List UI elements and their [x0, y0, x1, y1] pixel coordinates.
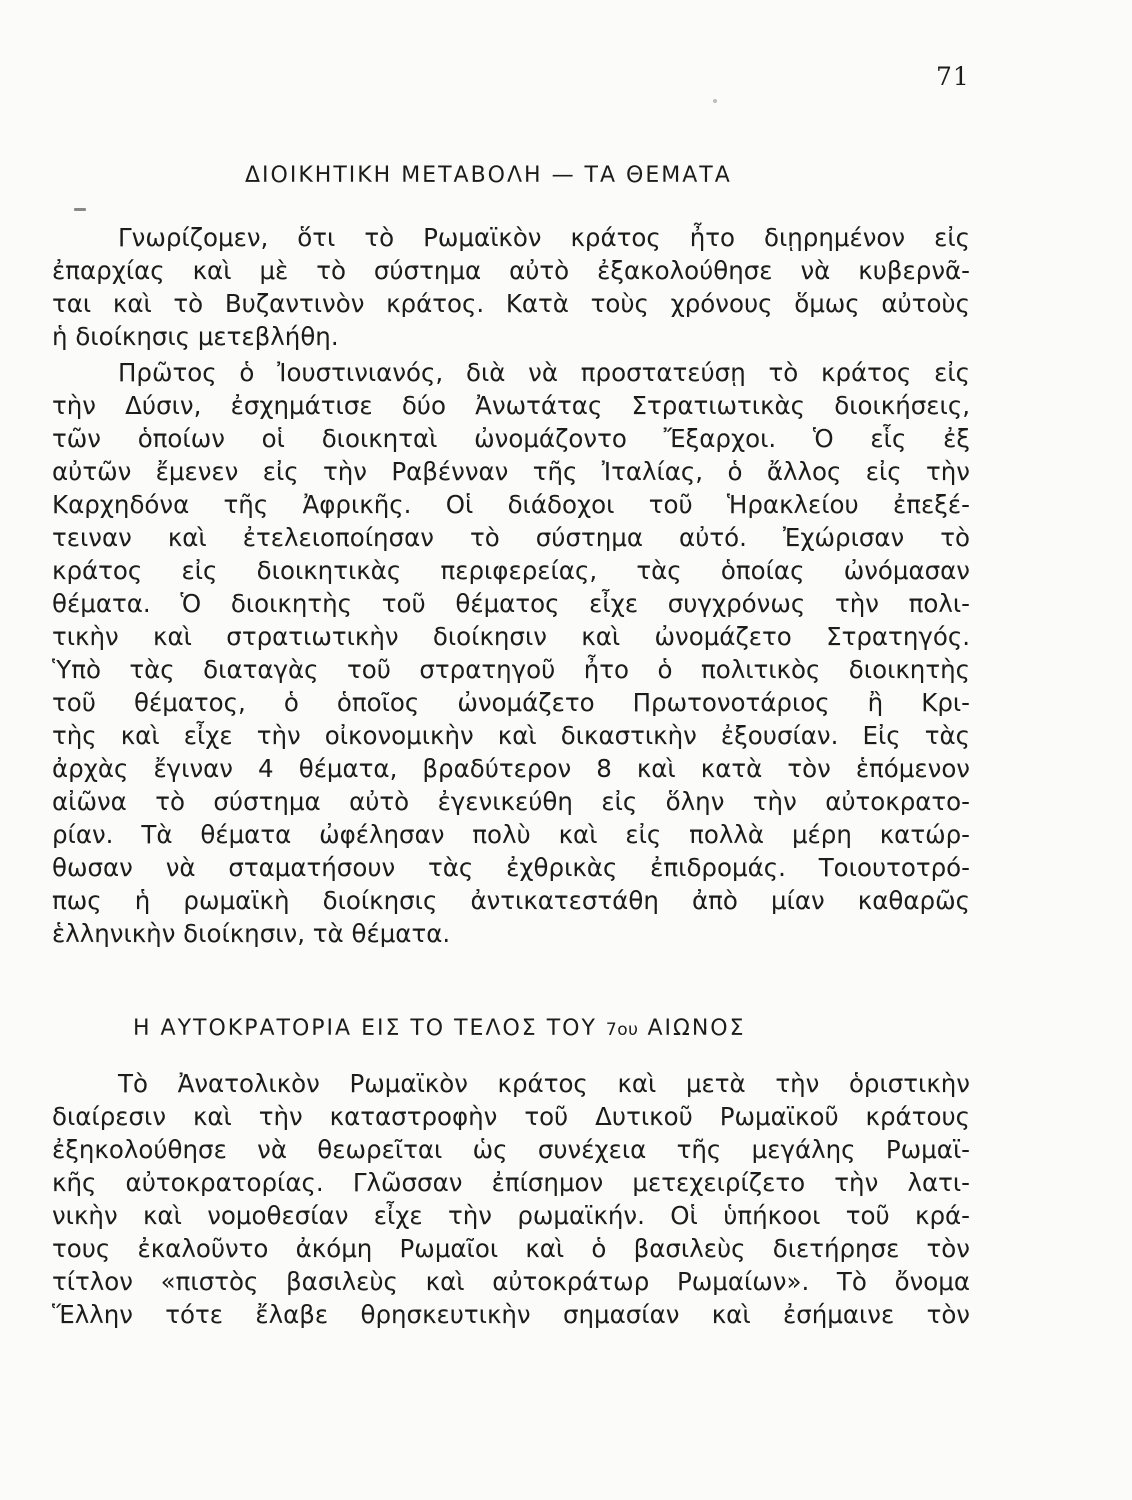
text-line: ἑλληνικὴν διοίκησιν, τὰ θέματα. [52, 919, 451, 948]
text-line: διαίρεσιν καὶ τὴν καταστροφὴν τοῦ Δυτικοῦ Ρωμαϊκοῦ κράτους [52, 1102, 970, 1131]
text-line: τὴν Δύσιν, ἐσχημάτισε δύο Ἀνωτάτας Στρατιωτικὰς διοικήσεις, [52, 391, 970, 420]
text-line: θέματα. Ὁ διοικητὴς τοῦ θέματος εἶχε συγχρόνως τὴν πολι- [52, 589, 970, 618]
text-line: αὐτῶν ἔμενεν εἰς τὴν Ραβένναν τῆς Ἰταλίας, ὁ ἄλλος εἰς τὴν [52, 457, 970, 486]
section-title-end: ΑΙΩΝΟΣ [647, 1016, 746, 1041]
text-line: τοῦ θέματος, ὁ ὁποῖος ὠνομάζετο Πρωτονοτάριος ἢ Κρι- [52, 688, 970, 717]
text-line: Ὑπὸ τὰς διαταγὰς τοῦ στρατηγοῦ ἦτο ὁ πολιτικὸς διοικητὴς [52, 655, 970, 684]
text-line: Γνωρίζομεν, ὅτι τὸ Ρωμαϊκὸν κράτος ἦτο διῃρημένον εἰς [118, 223, 970, 252]
text-line: νικὴν καὶ νομοθεσίαν εἶχε τὴν ρωμαϊκήν. Οἱ ὑπήκοοι τοῦ κρά- [52, 1201, 970, 1230]
text-line: ται καὶ τὸ Βυζαντινὸν κράτος. Κατὰ τοὺς χρόνους ὅμως αὐτοὺς [52, 289, 970, 318]
text-line: τῶν ὁποίων οἱ διοικηταὶ ὠνομάζοντο Ἔξαρχοι. Ὁ εἷς ἐξ [52, 424, 970, 453]
text-line: ἐπαρχίας καὶ μὲ τὸ σύστημα αὐτὸ ἐξακολούθησε νὰ κυβερνᾶ- [52, 256, 970, 285]
text-line: Πρῶτος ὁ Ἰουστινιανός, διὰ νὰ προστατεύσῃ τὸ κράτος εἰς [118, 358, 970, 387]
text-line: τίτλον «πιστὸς βασιλεὺς καὶ αὐτοκράτωρ Ρωμαίων». Τὸ ὄνομα [52, 1267, 970, 1296]
section-title-text: Η ΑΥΤΟΚΡΑΤΟΡΙΑ ΕΙΣ ΤΟ ΤΕΛΟΣ ΤΟΥ [133, 1016, 597, 1041]
section-title-empire-7th-century [0, 1016, 1132, 1041]
text-line: κῆς αὐτοκρατορίας. Γλῶσσαν ἐπίσημον μετεχειρίζετο τὴν λατι- [52, 1168, 970, 1197]
text-line: Καρχηδόνα τῆς Ἀφρικῆς. Οἱ διάδοχοι τοῦ Ἡρακλείου ἐπεξέ- [52, 490, 970, 519]
section-title-administrative-change: ΔΙΟΙΚΗΤΙΚΗ ΜΕΤΑΒΟΛΗ — ΤΑ ΘΕΜΑΤΑ [245, 163, 732, 188]
text-line: τικὴν καὶ στρατιωτικὴν διοίκησιν καὶ ὠνομάζετο Στρατηγός. [52, 622, 970, 651]
text-line: ἀρχὰς ἔγιναν 4 θέματα, βραδύτερον 8 καὶ κατὰ τὸν ἑπόμενον [52, 754, 970, 783]
text-line: Τὸ Ἀνατολικὸν Ρωμαϊκὸν κράτος καὶ μετὰ τὴν ὁριστικὴν [118, 1069, 970, 1098]
text-line: πως ἡ ρωμαϊκὴ διοίκησις ἀντικατεστάθη ἀπὸ μίαν καθαρῶς [52, 886, 970, 915]
text-line: ἡ διοίκησις μετεβλήθη. [52, 322, 339, 351]
text-line: ἐξηκολούθησε νὰ θεωρεῖται ὡς συνέχεια τῆς μεγάλης Ρωμαϊ- [52, 1135, 970, 1164]
text-line: τὴς καὶ εἶχε τὴν οἰκονομικὴν καὶ δικαστικὴν ἐξουσίαν. Εἰς τὰς [52, 721, 970, 750]
text-line: Ἕλλην τότε ἔλαβε θρησκευτικὴν σημασίαν καὶ ἐσήμαινε τὸν [52, 1300, 970, 1329]
print-speck [713, 99, 717, 103]
text-line: θωσαν νὰ σταματήσουν τὰς ἐχθρικὰς ἐπιδρομάς. Τοιουτοτρό- [52, 853, 970, 882]
page-number: 71 [936, 62, 970, 91]
text-line: αἰῶνα τὸ σύστημα αὐτὸ ἐγενικεύθη εἰς ὅλην τὴν αὐτοκρατο- [52, 787, 970, 816]
text-line: τους ἐκαλοῦντο ἀκόμη Ρωμαῖοι καὶ ὁ βασιλεὺς διετήρησε τὸν [52, 1234, 970, 1263]
text-line: τειναν καὶ ἐτελειοποίησαν τὸ σύστημα αὐτό. Ἐχώρισαν τὸ [52, 523, 970, 552]
text-line: κράτος εἰς διοικητικὰς περιφερείας, τὰς ὁποίας ὠνόμασαν [52, 556, 970, 585]
text-line: ρίαν. Τὰ θέματα ὠφέλησαν πολὺ καὶ εἰς πολλὰ μέρη κατώρ- [52, 820, 970, 849]
print-mark [74, 208, 86, 211]
section-title-century: 7ου [605, 1020, 639, 1040]
